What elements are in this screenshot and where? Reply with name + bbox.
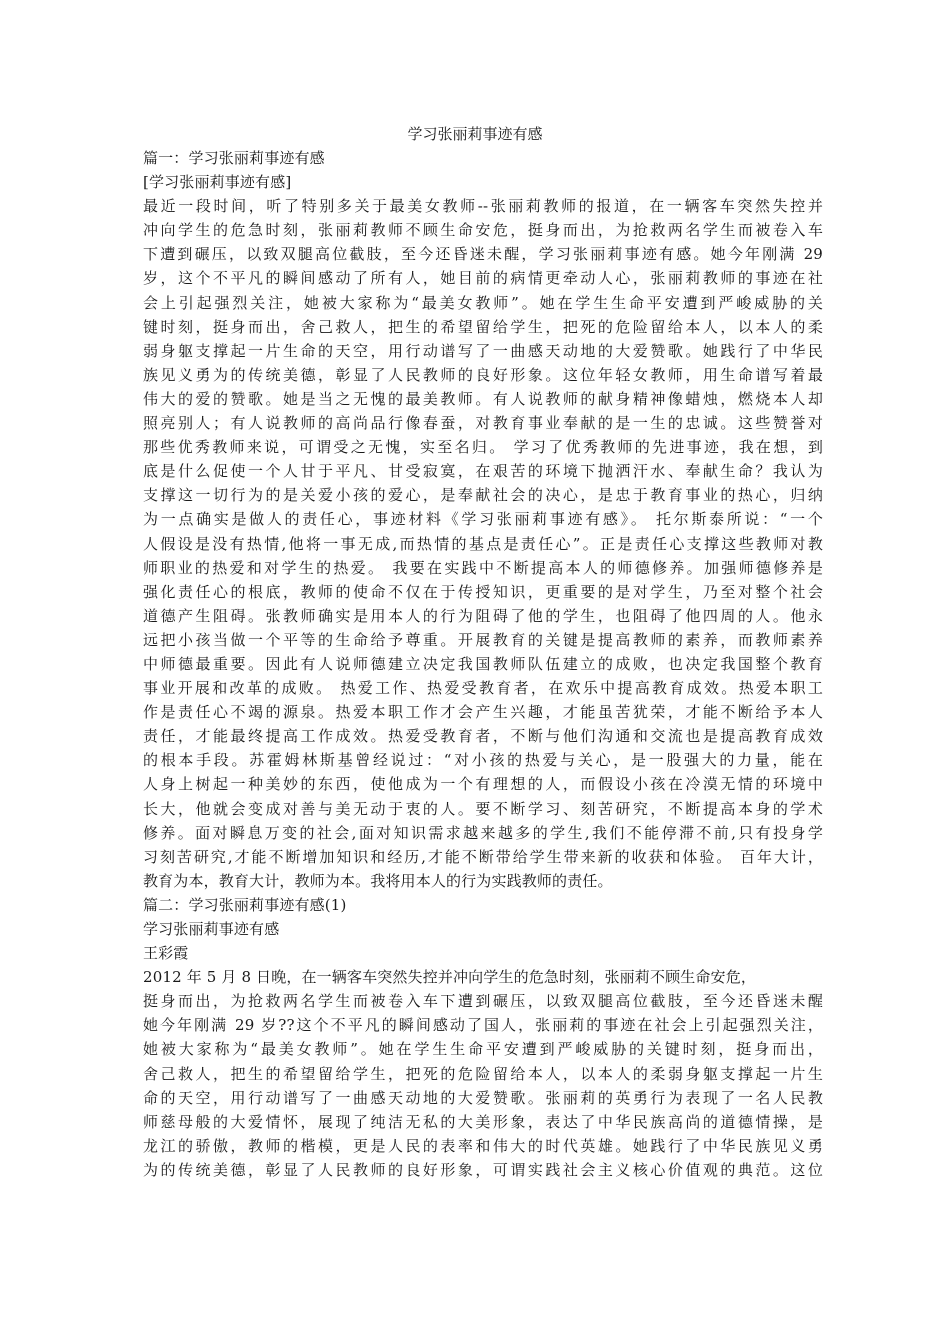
text-line: 伟大的爱的赞歌。她是当之无愧的最美教师。有人说教师的献身精神像蜡烛，燃烧本人却 [143, 389, 823, 408]
text-line: 道德产生阻碍。张教师确实是用本人的行为阻碍了他的学生，也阻碍了他四周的人。他永 [143, 606, 823, 625]
text-line: 键时刻，挺身而出，舍己救人，把生的希望留给学生，把死的危险留给本人，以本人的柔 [143, 317, 823, 336]
text-line: 学习张丽莉事迹有感 [143, 920, 280, 938]
text-line: 冲向学生的危急时刻，张丽莉教师不顾生命安危，挺身而出，为抢救两名学生而被卷入车 [143, 221, 823, 240]
text-line: 事业开展和改革的成败。 热爱工作、热爱受教育者，在欢乐中提高教育成效。热爱本职工 [143, 679, 823, 698]
text-line: 下遭到碾压，以致双腿高位截肢，至今还昏迷未醒，学习张丽莉事迹有感。她今年刚满 29 [143, 245, 823, 264]
text-line: 命的天空，用行动谱写了一曲感天动地的大爱赞歌。张丽莉的英勇行为表现了一名人民教 [143, 1088, 823, 1107]
text-line: 的根本手段。苏霍姆林斯基曾经说过：“对小孩的热爱与关心，是一股强大的力量，能在 [143, 751, 823, 770]
text-line: 岁，这个不平凡的瞬间感动了所有人，她目前的病情更牵动人心，张丽莉教师的事迹在社 [143, 269, 823, 288]
text-line: 族见义勇为的传统美德，彰显了人民教师的良好形象。这位年轻女教师，用生命谱写着最 [143, 365, 823, 384]
text-line: 作是责任心不竭的源泉。热爱本职工作才会产生兴趣，才能虽苦犹荣，才能不断给予本人 [143, 703, 823, 722]
text-line: 王彩霞 [143, 944, 189, 963]
text-line: 最近一段时间，听了特别多关于最美女教师--张丽莉教师的报道，在一辆客车突然失控并 [143, 197, 823, 216]
text-line: 照亮别人；有人说教师的高尚品行像春蚕，对教育事业奉献的是一生的忠诚。这些赞誉对 [143, 414, 823, 433]
text-line: 篇一：学习张丽莉事迹有感 [143, 149, 325, 167]
text-line: 龙江的骄傲，教师的楷模，更是人民的表率和伟大的时代英雄。她践行了中华民族见义勇 [143, 1136, 823, 1155]
text-line: 习刻苦研究,才能不断增加知识和经历,才能不断带给学生带来新的收获和体验。 百年大计， [143, 847, 823, 866]
text-line: 为一点确实是做人的责任心，事迹材料《学习张丽莉事迹有感》。 托尔斯泰所说：“一个 [143, 510, 823, 529]
text-line: 挺身而出，为抢救两名学生而被卷入车下遭到碾压，以致双腿高位截肢，至今还昏迷未醒 [143, 992, 823, 1011]
text-line: 师慈母般的大爱情怀，展现了纯洁无私的大美形象，表达了中华民族高尚的道德情操，是 [143, 1112, 823, 1131]
text-line: 人身上树起一种美妙的东西，使他成为一个有理想的人，而假设小孩在冷漠无情的环境中 [143, 775, 823, 794]
text-line: 责任，才能最终提高工作成效。热爱受教育者，不断与他们沟通和交流也是提高教育成效 [143, 727, 823, 746]
text-line: 底是什么促使一个人甘于平凡、甘受寂寞，在艰苦的环境下抛洒汗水、奉献生命？我认为 [143, 462, 823, 481]
text-line: 长大，他就会变成对善与美无动于衷的人。要不断学习、刻苦研究，不断提高本身的学术 [143, 799, 823, 818]
text-line: [学习张丽莉事迹有感] [143, 173, 292, 192]
text-line: 强化责任心的根底，教师的使命不仅在于传授知识，更重要的是对学生，乃至对整个社会 [143, 582, 823, 601]
text-line: 篇二：学习张丽莉事迹有感(1) [143, 895, 347, 914]
text-line: 为的传统美德，彰显了人民教师的良好形象，可谓实践社会主义核心价值观的典范。这位 [143, 1160, 823, 1179]
text-line: 支撑这一切行为的是关爱小孩的爱心，是奉献社会的决心，是忠于教育事业的热心，归纳 [143, 486, 823, 505]
document-body [143, 146, 823, 1182]
text-line: 教育为本，教育大计，教师为本。我将用本人的行为实践教师的责任。 [143, 871, 613, 890]
document-title: 学习张丽莉事迹有感 [407, 125, 543, 143]
text-line: 修养。面对瞬息万变的社会,面对知识需求越来越多的学生,我们不能停滞不前,只有投身学 [143, 823, 823, 842]
text-line: 师职业的热爱和对学生的热爱。 我要在实践中不断提高本人的师德修养。加强师德修养是 [143, 558, 823, 577]
text-line: 她今年刚满 29 岁??这个不平凡的瞬间感动了国人，张丽莉的事迹在社会上引起强烈关注， [143, 1016, 823, 1035]
text-line: 舍己救人，把生的希望留给学生，把死的危险留给本人，以本人的柔弱身躯支撑起一片生 [143, 1064, 823, 1083]
text-line: 那些优秀教师来说，可谓受之无愧，实至名归。 学习了优秀教师的先进事迹，我在想，到 [143, 438, 823, 457]
text-line: 弱身躯支撑起一片生命的天空，用行动谱写了一曲感天动地的大爱赞歌。她践行了中华民 [143, 341, 823, 360]
text-line: 远把小孩当做一个平等的生命给予尊重。开展教育的关键是提高教师的素养，而教师素养 [143, 630, 823, 649]
text-line: 人假设是没有热情,他将一事无成,而热情的基点是责任心”。正是责任心支撑这些教师对教 [143, 534, 823, 553]
text-line: 2012 年 5 月 8 日晚，在一辆客车突然失控并冲向学生的危急时刻，张丽莉不顾生命安危， [143, 968, 757, 987]
text-line: 会上引起强烈关注，她被大家称为“最美女教师”。她在学生生命平安遭到严峻威胁的关 [143, 293, 823, 312]
text-line: 她被大家称为“最美女教师”。她在学生生命平安遭到严峻威胁的关键时刻，挺身而出， [143, 1040, 823, 1059]
text-line: 中师德最重要。因此有人说师德建立决定我国教师队伍建立的成败，也决定我国整个教育 [143, 654, 823, 673]
